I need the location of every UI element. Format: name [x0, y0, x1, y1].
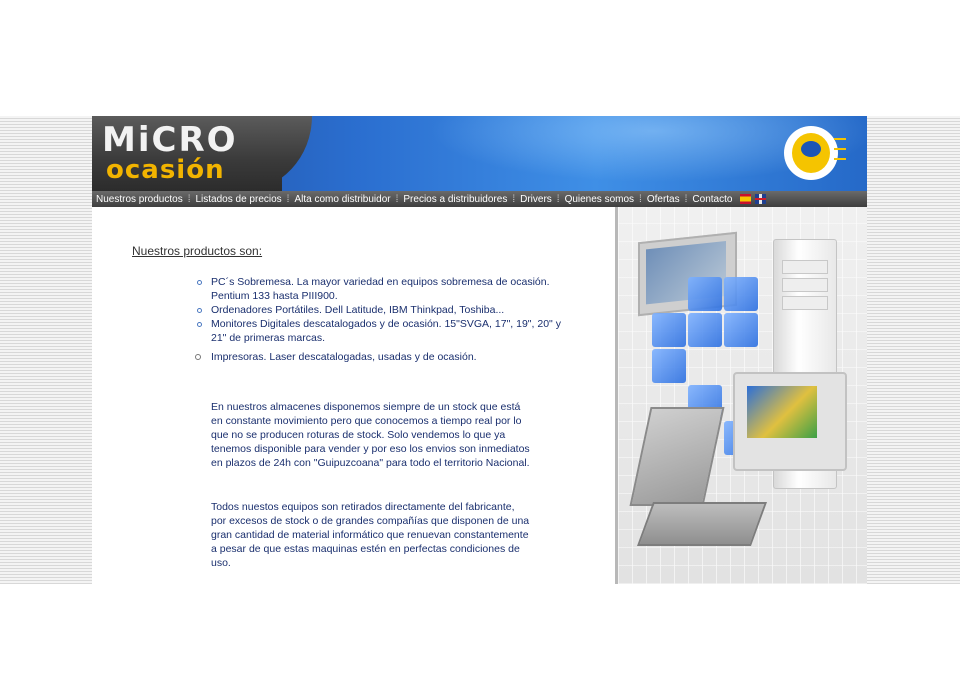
- blue-tile: [652, 313, 686, 347]
- equipment-paragraph: Todos nuestos equipos son retirados directamente del fabricante, por excesos de stock o de grandes compañías que disponen de una gran cantidad de material informático que renuevan constantemente a pesar de que estas maquinas estén en perfectas condiciones de uso.: [211, 501, 530, 569]
- spain-flag-icon[interactable]: [740, 194, 751, 204]
- blue-tile: [688, 313, 722, 347]
- list-item: Monitores Digitales descatalogados y de ocasión. 15"SVGA, 17", 19", 20" y 21" de primeras marcas.: [196, 317, 576, 345]
- nav-alta-como-distribuidor[interactable]: Alta como distribuidor: [294, 193, 391, 205]
- bullet-icon: [197, 308, 202, 313]
- nav-drivers[interactable]: Drivers: [520, 193, 552, 205]
- uk-flag-icon[interactable]: [755, 194, 766, 204]
- list-item: Ordenadores Portátiles. Dell Latitude, IBM Thinkpad, Toshiba...: [196, 303, 576, 317]
- nav-listados-de-precios[interactable]: Listados de precios: [195, 193, 282, 205]
- nav-separator: ⁞: [556, 193, 560, 205]
- nav-separator: ⁞: [684, 193, 688, 205]
- nav-separator: ⁞: [286, 193, 290, 205]
- logo-micro[interactable]: MiCRO: [102, 120, 238, 160]
- bullet-icon: [195, 354, 201, 360]
- site-header: [92, 116, 867, 191]
- nav-separator: ⁞: [639, 193, 642, 205]
- hardware-collage-image: [618, 207, 867, 584]
- product-list: [196, 275, 576, 364]
- blue-tile: [724, 313, 758, 347]
- right-stripe-band: [867, 116, 960, 584]
- blue-tile: [688, 277, 722, 311]
- blue-tile: [652, 349, 686, 383]
- nav-separator: ⁞: [187, 193, 191, 205]
- logo-ocasion[interactable]: ocasión: [106, 155, 225, 185]
- nav-precios-a-distribuidores[interactable]: Precios a distribuidores: [403, 193, 508, 205]
- list-item: PC´s Sobremesa. La mayor variedad en equipos sobremesa de ocasión. Pentium 133 hasta PIII900.: [196, 275, 576, 303]
- nav-separator: ⁞: [395, 193, 399, 205]
- crt-monitor-image: [733, 372, 847, 471]
- blue-tile: [724, 277, 758, 311]
- nav-contacto[interactable]: Contacto: [692, 193, 733, 205]
- nav-ofertas[interactable]: Ofertas: [646, 193, 680, 205]
- nav-separator: ⁞: [512, 193, 516, 205]
- nav-quienes-somos[interactable]: Quienes somos: [564, 193, 635, 205]
- laptop-open-image: [630, 407, 740, 567]
- left-stripe-band: [0, 116, 92, 584]
- bullet-icon: [197, 280, 202, 285]
- main-nav: [92, 191, 867, 207]
- stock-paragraph: En nuestros almacenes disponemos siempre de un stock que está en constante movimiento pero que conocemos a tiempo real por lo que no se producen roturas de stock. Solo vendemos lo que ya tenemos disponible para vender y por eso los envios son inmediatos en plazos de 24h con "Guipuzcoana" para todo el territorio Nacional.: [211, 401, 530, 469]
- page-title: Nuestros productos son:: [132, 244, 263, 258]
- list-item: Impresoras. Laser descatalogadas, usadas y de ocasión.: [196, 350, 576, 364]
- main-content: [92, 207, 615, 584]
- nav-nuestros-productos[interactable]: Nuestros productos: [96, 193, 183, 205]
- bullet-icon: [197, 322, 202, 327]
